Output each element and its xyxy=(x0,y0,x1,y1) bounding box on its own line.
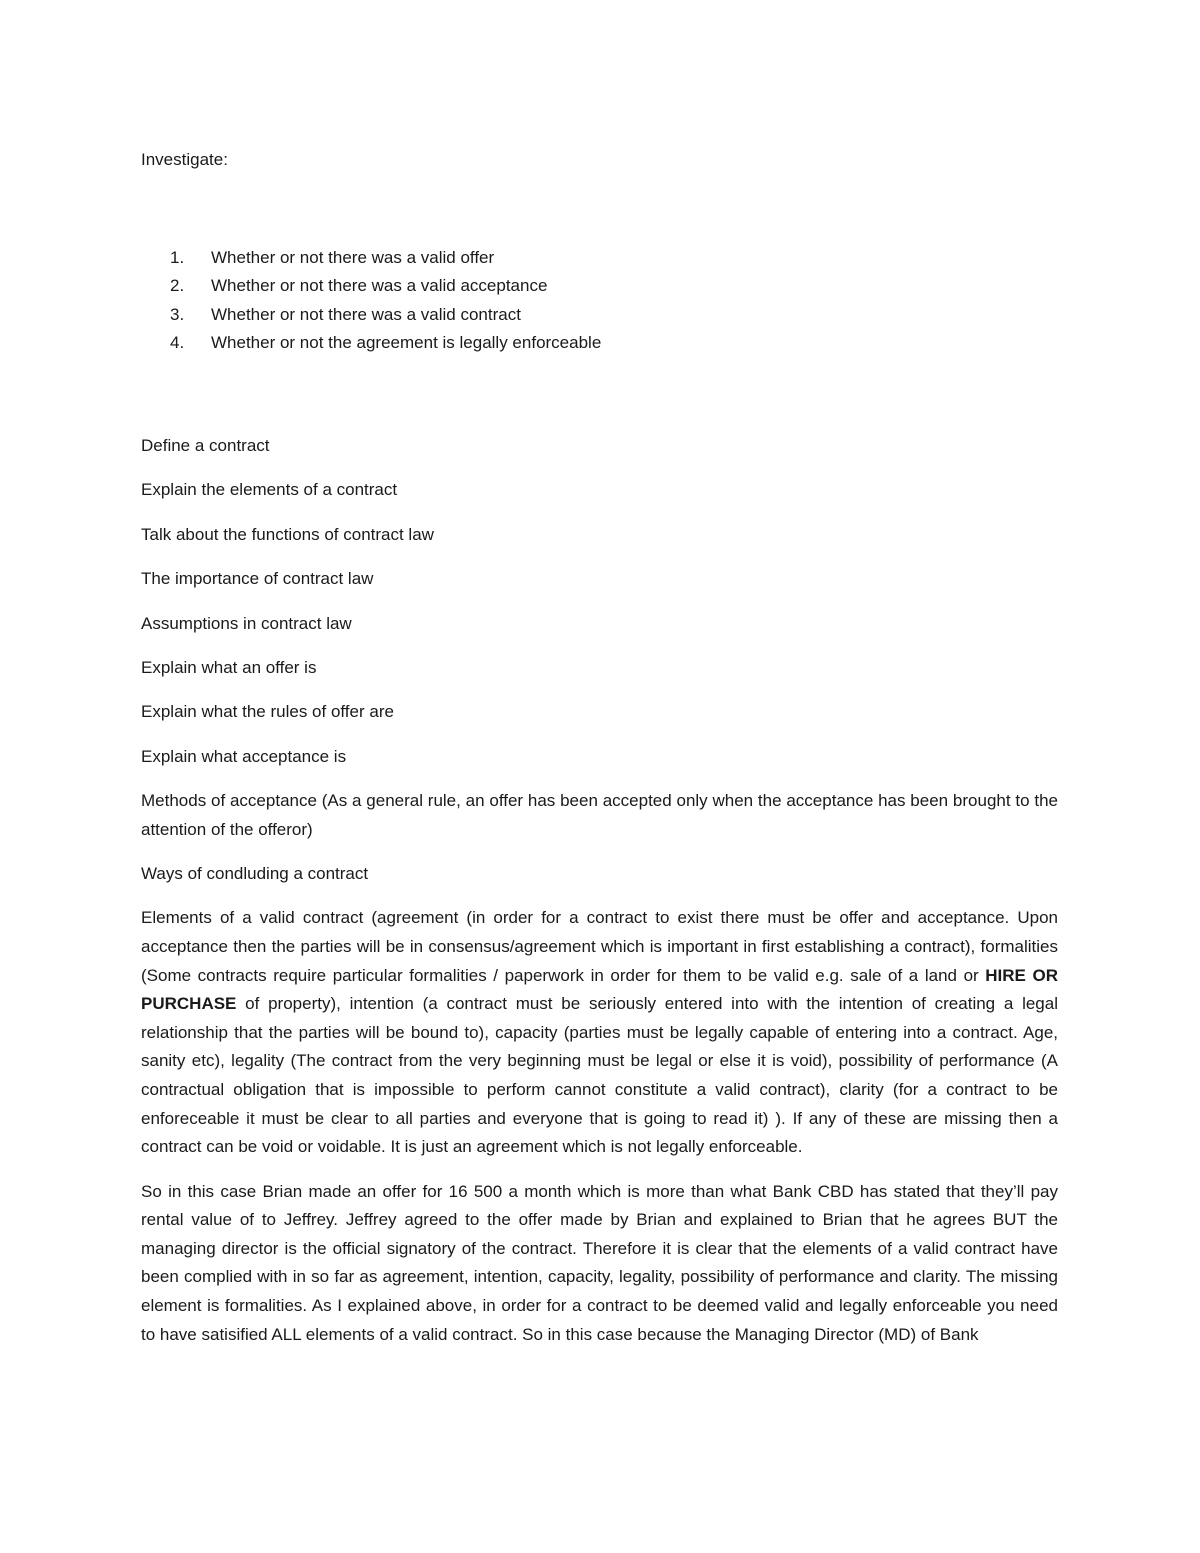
elements-paragraph xyxy=(141,904,1058,1161)
hire-or-purchase-emphasis: HIRE OR PURCHASE xyxy=(141,965,1058,1014)
list-number: 2. xyxy=(170,276,185,296)
elements-text-start: Elements of a valid contract (agreement (in order for a contract to exist there must be offer and acceptance. Upon acceptance then the parties will be in consensus/agreement which is important in first establishing a contract), formalities (Some contracts require particular formalities / paperwork in order for them to be valid e.g. sale of a land or xyxy=(141,908,1058,985)
list-item-text: Whether or not there was a valid acceptance xyxy=(211,276,548,296)
investigate-heading: Investigate: xyxy=(141,150,228,169)
topic-line: Explain what acceptance is xyxy=(141,746,347,766)
topic-line: Explain what an offer is xyxy=(141,657,317,677)
case-paragraph: So in this case Brian made an offer for 16 500 a month which is more than what Bank CBD has stated that they’ll pay rental value of to Jeffrey. Jeffrey agreed to the offer made by Brian and explained to Brian that he agrees BUT the managing director is the official signatory of the contract. Therefore it is clear that the elements of a valid contract have been complied with in so far as agreement, intention, capacity, legality, possibility of performance and clarity. The missing element is formalities. As I explained above, in order for a contract to be deemed valid and legally enforceable you need to have satisified ALL elements of a valid contract. So in this case because the Managing Director (MD) of Bank xyxy=(141,1181,1058,1344)
list-number: 4. xyxy=(170,333,185,353)
topic-line: Methods of acceptance (As a general rule, an offer has been accepted only when the acceptance has been brought to the attention of the offeror) xyxy=(141,791,1058,839)
topic-line: Ways of condluding a contract xyxy=(141,864,369,884)
list-number: 3. xyxy=(170,304,185,324)
list-item xyxy=(170,301,1058,330)
list-item xyxy=(170,244,1058,273)
topic-line: Explain the elements of a contract xyxy=(141,480,398,500)
list-item-text: Whether or not there was a valid offer xyxy=(211,247,495,267)
document-body xyxy=(141,146,1058,1365)
list-item xyxy=(170,329,1058,358)
topic-line: Talk about the functions of contract law xyxy=(141,524,434,544)
topic-line: The importance of contract law xyxy=(141,569,374,589)
investigate-list xyxy=(141,244,1058,358)
list-item-text: Whether or not the agreement is legally enforceable xyxy=(211,333,602,353)
topic-line: Define a contract xyxy=(141,435,270,455)
topic-line: Assumptions in contract law xyxy=(141,613,352,633)
list-item-text: Whether or not there was a valid contract xyxy=(211,304,521,324)
list-number: 1. xyxy=(170,247,185,267)
topic-line: Explain what the rules of offer are xyxy=(141,702,394,722)
elements-text-end: of property), intention (a contract must be seriously entered into with the intention of creating a legal relationship that the parties will be bound to), capacity (parties must be legally capable of entering into a contract. Age, sanity etc), legality (The contract from the very beginning must be legal or else it is void), possibility of performance (A contractual obligation that is impossible to perform cannot constitute a valid contract), clarity (for a contract to be enforeceable it must be clear to all parties and everyone that is going to read it) ). If any of these are missing then a contract can be void or voidable. It is just an agreement which is not legally enforceable. xyxy=(141,994,1058,1157)
list-item xyxy=(170,272,1058,301)
topics-section xyxy=(141,432,1058,1349)
